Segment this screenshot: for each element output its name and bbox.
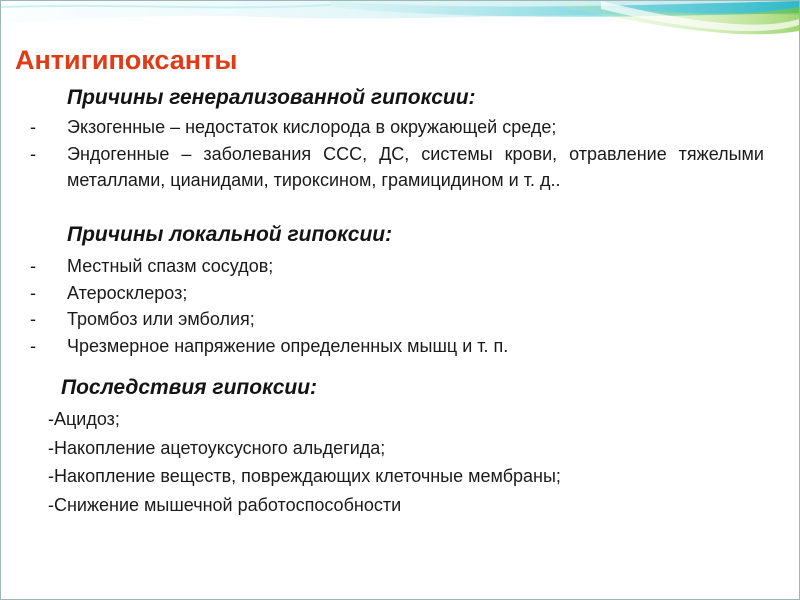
slide-title: Антигипоксанты (15, 45, 238, 75)
list-item-text: Эндогенные – заболевания ССС, ДС, системы крови, отравление тяжелыми металлами, цианидами, тироксином, грамицидином и т. д.. (67, 143, 764, 190)
list-item-text: Чрезмерное напряжение определенных мышц и т. п. (67, 335, 509, 356)
list-dash: - (30, 143, 36, 164)
consequences-heading: Последствия гипоксии: (61, 376, 318, 399)
list-item-text: Экзогенные – недостаток кислорода в окружающей среде; (67, 117, 557, 137)
list-item: -Накопление ацетоуксусного альдегида; (48, 437, 386, 458)
list-item: -Накопление веществ, повреждающих клеточные мембраны; (48, 466, 561, 486)
general-hypoxia-list (1, 114, 764, 194)
list-item: -Снижение мышечной работоспособности (48, 494, 402, 515)
list-item (1, 253, 764, 280)
list-dash: - (30, 309, 36, 329)
local-hypoxia-list (1, 253, 764, 359)
list-dash: - (30, 335, 36, 356)
list-item (1, 141, 764, 194)
list-item (1, 333, 764, 360)
list-item (1, 306, 764, 333)
list-item-text: Местный спазм сосудов; (67, 256, 274, 276)
list-dash: - (30, 282, 36, 303)
consequences-list (48, 405, 561, 519)
list-item (1, 114, 764, 141)
list-item: -Ацидоз; (48, 409, 120, 429)
list-item (1, 280, 764, 307)
local-hypoxia-heading: Причины локальной гипоксии: (67, 223, 393, 246)
general-hypoxia-heading: Причины генерализованной гипоксии: (67, 86, 476, 109)
list-dash: - (30, 256, 36, 276)
list-dash: - (30, 117, 36, 137)
list-item-text: Тромбоз или эмболия; (67, 309, 255, 329)
list-item-text: Атеросклероз; (67, 282, 188, 303)
